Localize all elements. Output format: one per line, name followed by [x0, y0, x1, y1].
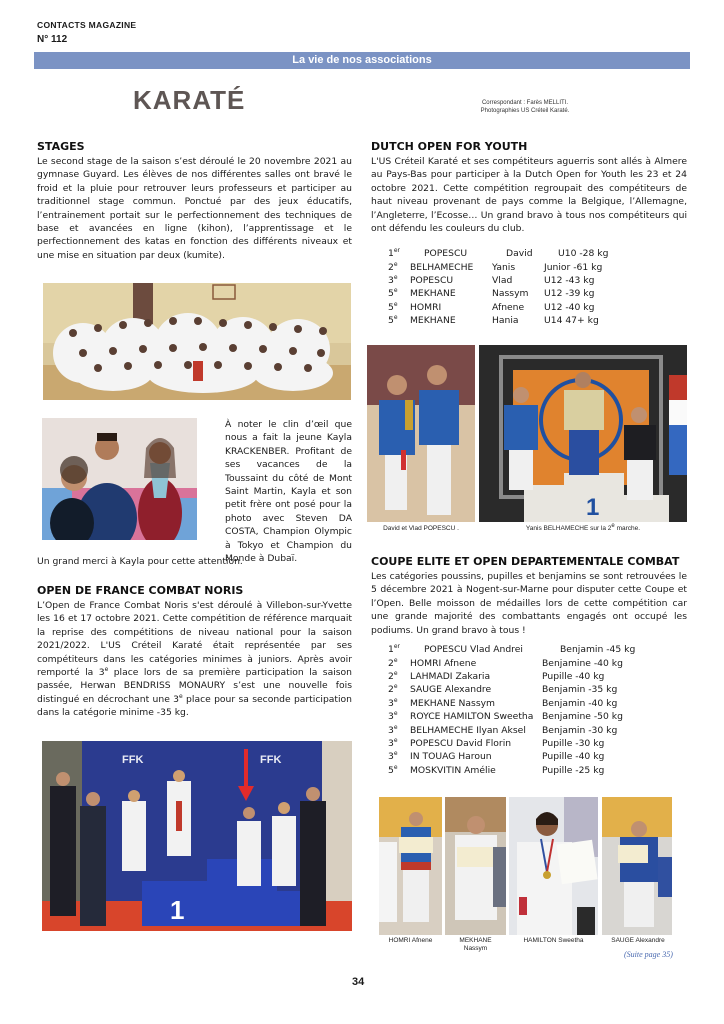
popescu-photo-image	[367, 345, 475, 522]
rank-suffix: e	[393, 710, 398, 718]
homri-photo	[379, 797, 442, 935]
category: Benjamin -30 kg	[542, 724, 618, 736]
first-name: Yanis	[492, 261, 516, 273]
first-name: Afnene	[492, 301, 525, 313]
result-row	[388, 697, 635, 710]
stages-group-photo	[43, 283, 351, 400]
rank-suffix: e	[393, 300, 398, 308]
magazine-name: CONTACTS MAGAZINE	[37, 20, 137, 30]
result-row	[388, 683, 635, 696]
category: Junior -61 kg	[544, 261, 603, 273]
athlete-name: LAHMADI Zakaria	[410, 670, 491, 682]
rank-suffix: e	[393, 696, 398, 704]
mekhane-photo	[445, 797, 506, 935]
result-row	[388, 314, 608, 327]
result-row	[388, 670, 635, 683]
category: Benjamine -40 kg	[542, 657, 623, 669]
category: U14 47+ kg	[544, 315, 599, 327]
belhameche-podium-photo	[479, 345, 687, 522]
rank: 1	[388, 248, 394, 260]
result-row	[388, 723, 635, 736]
athlete-name: HOMRI Afnene	[410, 657, 477, 669]
rank: 2	[388, 684, 394, 696]
rank-suffix: e	[393, 763, 398, 771]
mekhane-caption: MEKHANE Nassym	[459, 937, 492, 952]
rank: 3	[388, 711, 394, 723]
category: Benjamin -40 kg	[542, 697, 618, 709]
open-france-body-part1: L’Open de France Combat Noris s'est déroulé à Villebon-sur-Yvette les 16 et 17 octobre 2021. Cette compétition de référence marquait la reprise des compétitions de niveau national pour la saison 2021/2022. L'US Créteil Karaté était représentée par ses compétiteurs dans les catégories minimes à juniors. Après avoir remporté la 3	[37, 600, 352, 679]
rank: 1	[388, 644, 394, 656]
hamilton-photo-image	[509, 797, 598, 935]
result-row	[388, 274, 608, 287]
open-france-heading: OPEN DE FRANCE COMBAT NORIS	[37, 584, 244, 597]
kayla-article	[225, 418, 352, 565]
result-row	[388, 764, 635, 777]
continued-link: (Suite page 35)	[624, 950, 673, 959]
sauge-photo	[602, 797, 672, 935]
coupe-elite-heading: COUPE ELITE ET OPEN DEPARTEMENTALE COMBAT	[371, 555, 680, 568]
coupe-elite-article	[371, 555, 687, 637]
rank-suffix: e	[393, 750, 398, 758]
ffk-podium-photo	[42, 741, 352, 931]
last-name: POPESCU	[424, 248, 468, 260]
rank: 5	[388, 315, 394, 327]
open-france-body-part2: place lors de sa première participation la saison passée, Herwan BENDRISS MONAURY s’est une nouvelle fois distingué en décrochant une 3	[37, 667, 352, 705]
stages-heading: STAGES	[37, 140, 85, 153]
rank-suffix: er	[393, 247, 401, 255]
last-name: HOMRI	[410, 301, 442, 313]
athlete-name: ROYCE HAMILTON Sweetha	[410, 711, 534, 723]
rank: 2	[388, 657, 394, 669]
open-france-body	[37, 599, 352, 720]
category: U12 -40 kg	[544, 301, 595, 313]
kayla-photo-image	[42, 418, 197, 540]
category: U12 -39 kg	[544, 288, 595, 300]
first-name: Vlad	[492, 274, 513, 286]
first-name: David	[506, 248, 533, 260]
red-arrow-shaft	[244, 749, 248, 789]
rank-suffix: e	[393, 723, 398, 731]
last-name: MEKHANE	[410, 288, 456, 300]
credits-correspondent: Correspondant : Farès MELLITI.	[481, 100, 569, 106]
rank: 5	[388, 288, 394, 300]
athlete-name: POPESCU Vlad Andrei	[424, 644, 523, 656]
result-row	[388, 737, 635, 750]
rank-suffix: e	[393, 287, 398, 295]
sauge-photo-image	[602, 797, 672, 935]
category: Benjamine -50 kg	[542, 711, 623, 723]
rank-suffix: er	[393, 643, 401, 651]
category: Pupille -25 kg	[542, 764, 605, 776]
rank-suffix: e	[393, 656, 398, 664]
superscript: e	[611, 522, 615, 529]
popescu-caption: David et Vlad POPESCU .	[383, 525, 459, 532]
rank: 3	[388, 737, 394, 749]
rank-suffix: e	[393, 669, 398, 677]
coupe-elite-body: Les catégories poussins, pupilles et benjamins se sont retrouvées le 5 décembre 2021 à Nogent-sur-Marne pour disputer cette Coupe et l’Open. Belle moisson de médailles lors de cette compétition car une grande majorité des combattants engagés ont occupé les podiums. Un grand bravo à tous !	[371, 571, 687, 636]
athlete-name: IN TOUAG Haroun	[410, 751, 492, 763]
rank: 2	[388, 261, 394, 273]
rank-suffix: e	[393, 314, 398, 322]
homri-caption: HOMRI Afnene	[388, 937, 433, 944]
belhameche-caption	[479, 522, 687, 533]
mekhane-photo-image	[445, 797, 506, 935]
category: Benjamin -35 kg	[542, 684, 618, 696]
group-photo-image	[43, 283, 351, 400]
result-row	[388, 710, 635, 723]
dutch-open-article	[371, 140, 687, 235]
hamilton-caption: HAMILTON Sweetha	[523, 937, 584, 944]
rank-suffix: e	[393, 683, 398, 691]
rank-suffix: e	[393, 260, 398, 268]
rank: 5	[388, 301, 394, 313]
page-number: 34	[352, 976, 365, 988]
sauge-caption: SAUGE Alexandre	[611, 937, 665, 944]
category: Pupille -30 kg	[542, 737, 605, 749]
issue-number: N° 112	[37, 34, 68, 45]
dutch-open-body: L'US Créteil Karaté et ses compétiteurs aguerris sont allés à Almere au Pays-Bas pour participer à la Dutch Open for Youth les 23 et 24 octobre 2021. Cette compétition regroupait des compétiteurs de haut niveau provenant de pays comme la Belgique, l’Allemagne, l’Angleterre, l’Ecosse… Un grand bravo à tous nos compétiteurs qui ont défendu les couleurs du club.	[371, 156, 687, 235]
kayla-body: À noter le clin d’œil que nous a fait la jeune Kayla KRACKENBER. Profitant de ses vacances de la Toussaint du côté de Mont Saint Martin, Kayla et son petit frère ont posé pour la photo avec Steven DA COSTA, Champion Olympic à Tokyo et Champion du Monde à Dubaï.	[225, 419, 352, 565]
athlete-name: SAUGE Alexandre	[410, 684, 492, 696]
page-title: KARATÉ	[133, 85, 246, 115]
rank: 3	[388, 697, 394, 709]
dutch-open-results	[388, 247, 608, 327]
ffk-logo-right: FFK	[260, 754, 282, 766]
coupe-elite-results	[388, 643, 635, 777]
rank: 3	[388, 724, 394, 736]
open-france-body-part3: place pour sa seconde participation dans la catégorie minime -35 kg.	[37, 693, 352, 719]
rank: 5	[388, 764, 394, 776]
result-row	[388, 247, 608, 260]
athlete-name: POPESCU David Florin	[410, 737, 512, 749]
rank-suffix: e	[393, 273, 398, 281]
rank: 2	[388, 670, 394, 682]
section-banner: La vie de nos associations	[34, 52, 690, 69]
athlete-name: MOSKVITIN Amélie	[410, 764, 496, 776]
caption-text: Yanis BELHAMECHE sur la 2	[525, 525, 612, 532]
kayla-photo	[42, 418, 197, 540]
athlete-name: MEKHANE Nassym	[410, 697, 496, 709]
first-name: Hania	[492, 315, 519, 327]
rank-suffix: e	[393, 736, 398, 744]
first-name: Nassym	[492, 288, 529, 300]
last-name: MEKHANE	[410, 315, 456, 327]
result-row	[388, 656, 635, 669]
category: Pupille -40 kg	[542, 670, 605, 682]
kayla-thanks: Un grand merci à Kayla pour cette attention.	[37, 556, 243, 567]
ffk-photo-image	[42, 741, 352, 931]
superscript: e	[179, 692, 183, 700]
category: U10 -28 kg	[558, 248, 609, 260]
kayla-thanks-wrap	[37, 555, 352, 568]
credits-photographs: Photographies US Créteil Karaté.	[480, 107, 570, 114]
svg-text:1: 1	[170, 895, 185, 925]
rank: 3	[388, 751, 394, 763]
result-row	[388, 750, 635, 763]
credits	[460, 100, 590, 115]
last-name: POPESCU	[410, 274, 454, 286]
superscript: e	[104, 665, 109, 673]
belhameche-photo-image	[479, 345, 687, 522]
svg-text:1: 1	[586, 494, 600, 521]
category: U12 -43 kg	[544, 274, 595, 286]
last-name: BELHAMECHE	[410, 261, 474, 273]
category: Pupille -40 kg	[542, 751, 605, 763]
stages-article	[37, 140, 352, 262]
category: Benjamin -45 kg	[560, 644, 636, 656]
result-row	[388, 287, 608, 300]
dutch-open-heading: DUTCH OPEN FOR YOUTH	[371, 140, 528, 153]
athlete-name: BELHAMECHE Ilyan Aksel	[410, 724, 526, 736]
result-row	[388, 301, 608, 314]
open-france-article	[37, 584, 352, 720]
homri-photo-image	[379, 797, 442, 935]
result-row	[388, 260, 608, 273]
stages-body: Le second stage de la saison s’est déroulé le 20 novembre 2021 au gymnase Guyard. Les élèves de nos différentes salles ont bravé le froid et la pluie pour retrouver leurs professeurs et participer au traditionnel stage commun. Ponctué par des jeux éducatifs, l’entrainement portait sur le perfectionnement des techniques de base et avancées en ligne (kihon), l’apprentissage et le perfectionnement des katas en fonction des différents niveaux et une mise en situation par deux (kumite).	[37, 156, 352, 261]
ffk-logo-left: FFK	[122, 754, 144, 766]
rank: 3	[388, 274, 394, 286]
caption-text-end: marche.	[614, 525, 641, 532]
result-row	[388, 643, 635, 656]
popescu-brothers-photo	[367, 345, 475, 522]
hamilton-photo	[509, 797, 598, 935]
